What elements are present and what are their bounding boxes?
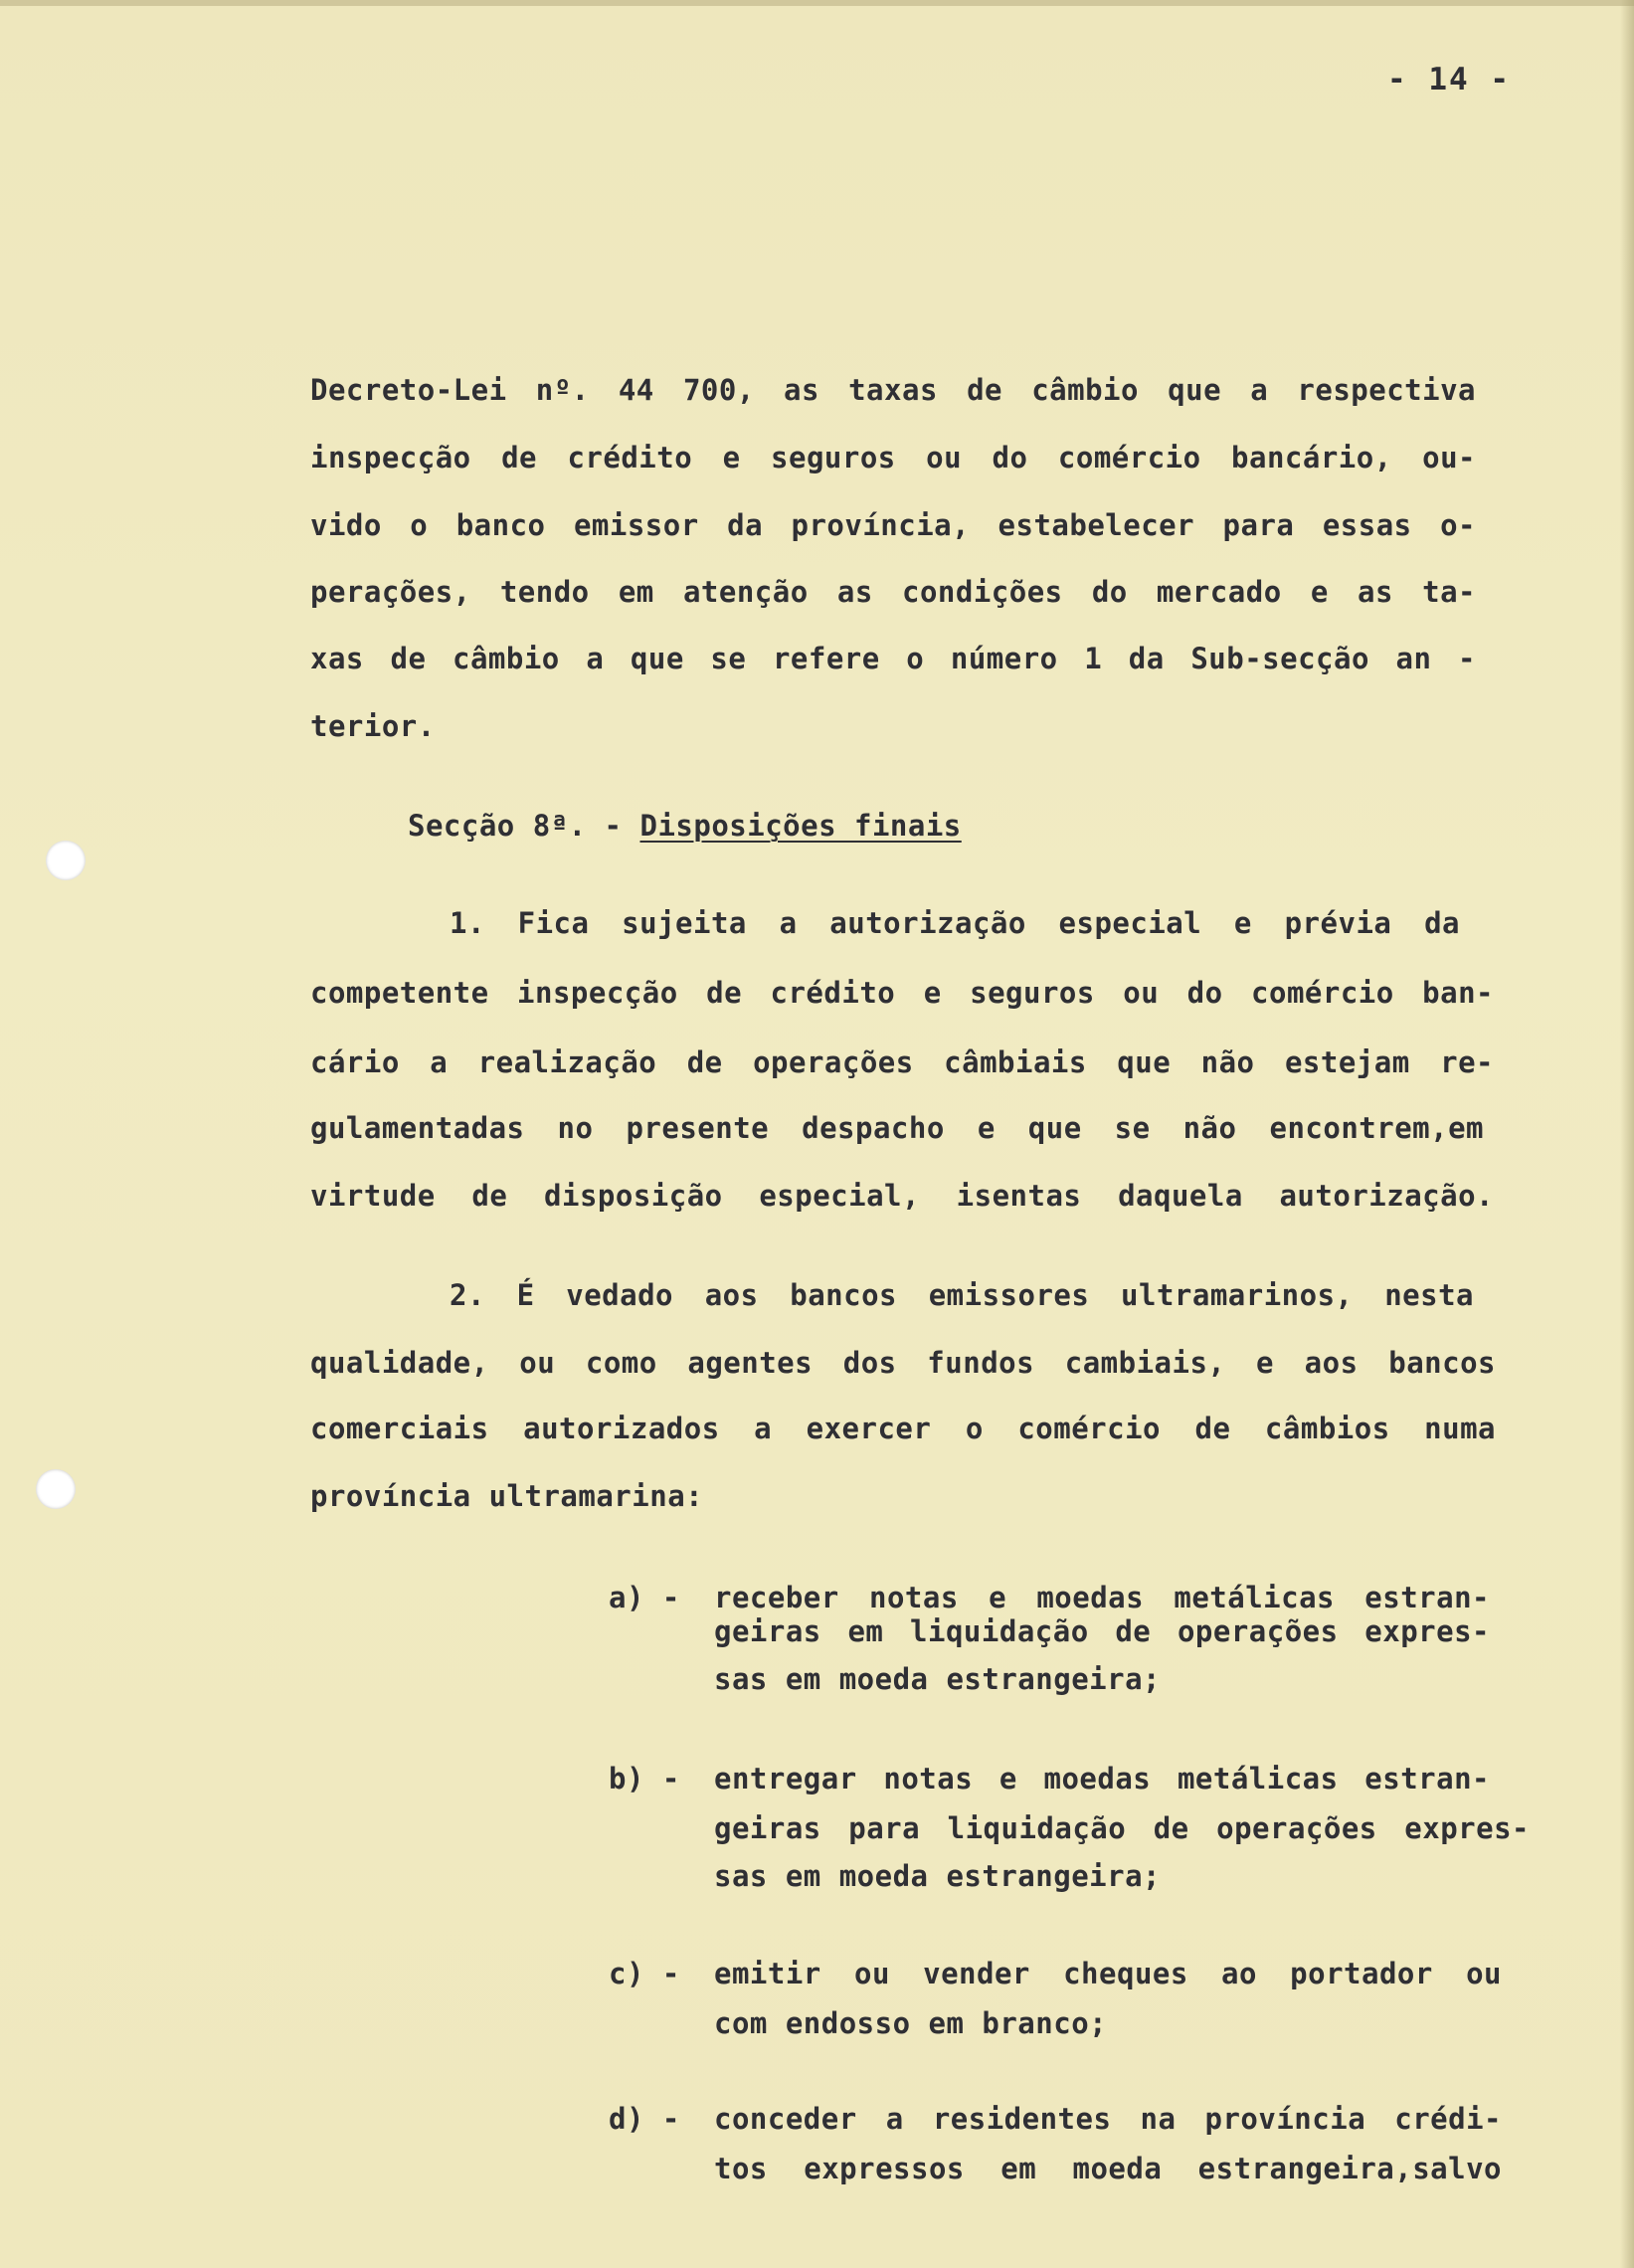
item-line: tos expressos em moeda estrangeira,salvo [714,2152,1502,2185]
item-line: emitir ou vender cheques ao portador ou [714,1957,1502,1990]
paragraph2-line: província ultramarina: [310,1479,704,1513]
item-line: geiras para liquidação de operações expres- [714,1811,1530,1845]
paragraph1-line: gulamentadas no presente despacho e que se não encontrem,em [310,1111,1484,1145]
paragraph2-line: 2. É vedado aos bancos emissores ultramarinos, nesta [450,1278,1474,1312]
section-label: Secção 8ª. - [408,809,623,843]
section-heading [408,808,962,844]
paragraph2-line: qualidade, ou como agentes dos fundos cambiais, e aos bancos [310,1346,1496,1380]
item-line: sas em moeda estrangeira; [714,1859,1161,1893]
item-line: entregar notas e moedas metálicas estran- [714,1762,1490,1796]
intro-line: xas de câmbio a que se refere o número 1 da Sub-secção an - [310,642,1476,675]
item-line: com endosso em branco; [714,2006,1108,2040]
page-number: - 14 - [1387,62,1511,97]
intro-line: terior. [310,709,436,743]
item-line: receber notas e moedas metálicas estran- [714,1581,1490,1614]
intro-line: perações, tendo em atenção as condições do mercado e as ta- [310,575,1476,609]
item-line: geiras em liquidação de operações expres- [714,1614,1490,1648]
paragraph2-line: comerciais autorizados a exercer o comércio de câmbios numa [310,1412,1496,1445]
paragraph1-line: cário a realização de operações câmbiais que não estejam re- [310,1045,1494,1079]
item-line: conceder a residentes na província crédi- [714,2102,1502,2136]
paragraph1-line: competente inspecção de crédito e seguros ou do comércio ban- [310,976,1494,1010]
item-marker: d) - [609,2102,680,2136]
punch-hole-lower [36,1469,76,1509]
intro-line: Decreto-Lei nº. 44 700, as taxas de câmbio que a respectiva [310,373,1476,407]
paper-top-edge [0,0,1634,6]
intro-line: inspecção de crédito e seguros ou do comércio bancário, ou- [310,441,1476,474]
paper-right-edge [1620,0,1634,2268]
item-line: sas em moeda estrangeira; [714,1662,1161,1696]
section-title: Disposições finais [639,809,962,843]
paragraph1-line: virtude de disposição especial, isentas daquela autorização. [310,1179,1494,1213]
paragraph1-line: 1. Fica sujeita a autorização especial e prévia da [450,906,1460,940]
item-marker: c) - [609,1957,680,1990]
item-marker: b) - [609,1762,680,1796]
item-marker: a) - [609,1581,680,1614]
punch-hole-upper [46,841,86,880]
intro-line: vido o banco emissor da província, estabelecer para essas o- [310,508,1476,542]
